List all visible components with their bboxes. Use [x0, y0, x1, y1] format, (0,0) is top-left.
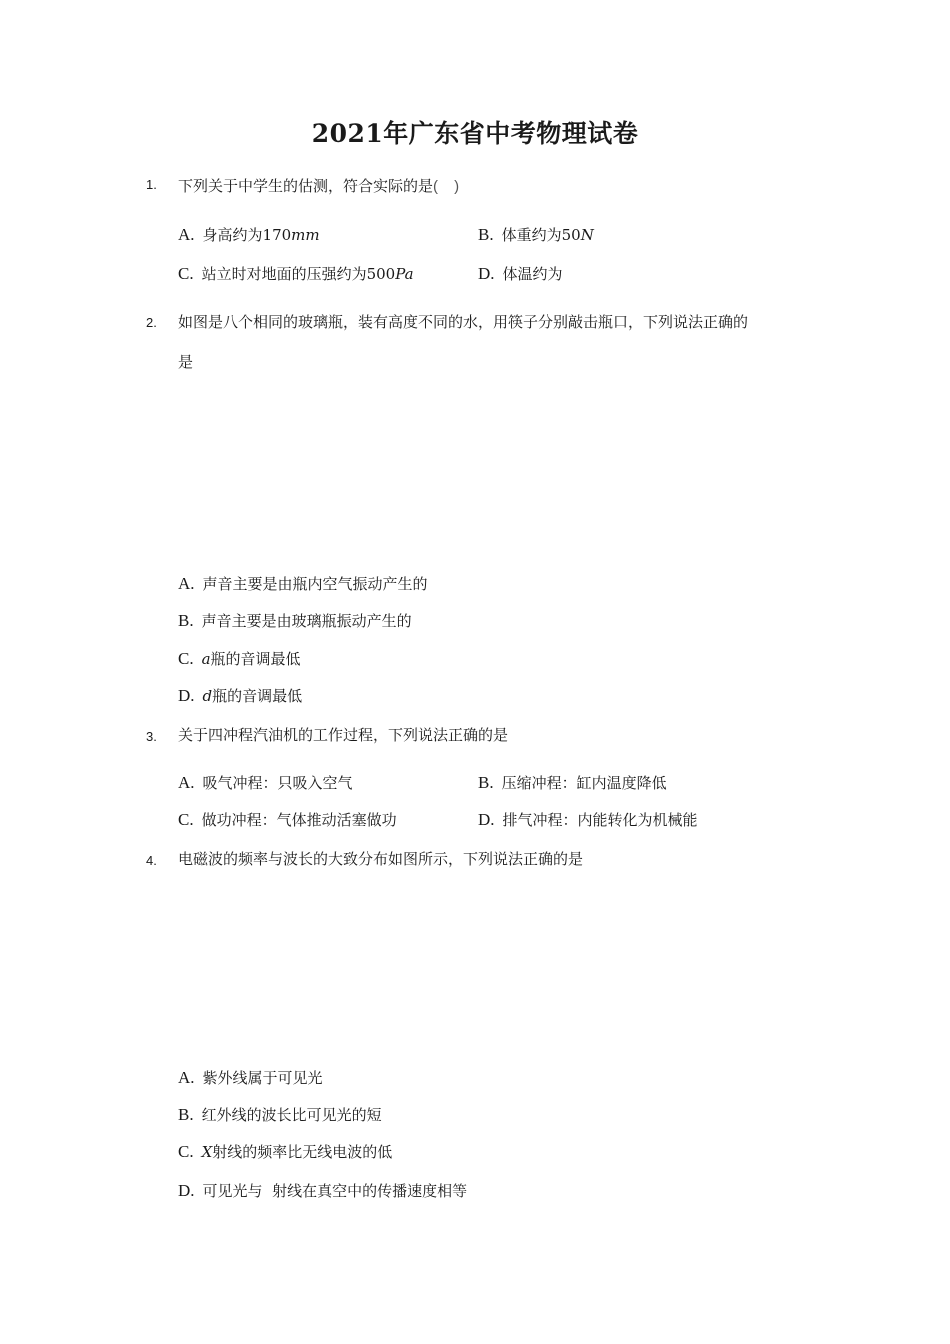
question-2-option-c: C. a瓶的音调最低: [178, 649, 301, 668]
question-2-number: 2.: [146, 315, 157, 330]
page-title: 2021年广东省中考物理试卷: [311, 119, 639, 148]
question-2-option-d: D. d瓶的音调最低: [178, 686, 303, 705]
question-4-option-d: D. 可见光与 射线在真空中的传播速度相等: [178, 1181, 468, 1200]
question-1-option-c: C. 站立时对地面的压强约为500Pa: [178, 264, 414, 283]
question-4-text: 电磁波的频率与波长的大致分布如图所示，下列说法正确的是: [178, 850, 584, 868]
question-2-text: 如图是八个相同的玻璃瓶，装有高度不同的水，用筷子分别敲击瓶口，下列说法正确的 是: [178, 313, 749, 371]
question-3-option-a: A. 吸气冲程：只吸入空气: [178, 773, 353, 792]
question-1-text: [178, 166, 465, 207]
question-3-text: 关于四冲程汽油机的工作过程，下列说法正确的是: [178, 726, 509, 744]
question-2-option-b: B. 声音主要是由玻璃瓶振动产生的: [178, 611, 412, 630]
question-3-option-c: C. 做功冲程：气体推动活塞做功: [178, 810, 397, 829]
question-1-option-b: B. 体重约为50N: [478, 225, 594, 244]
question-4-number: 4.: [146, 853, 157, 868]
question-1-stem: 下列关于中学生的估测，符合实际的是: [178, 177, 434, 195]
question-2-option-a: A. 声音主要是由瓶内空气振动产生的: [178, 574, 428, 593]
question-1-number: 1.: [146, 177, 157, 192]
question-1-option-a: A. 身高约为170mm: [178, 225, 320, 244]
question-3-option-d: D. 排气冲程：内能转化为机械能: [478, 810, 698, 829]
question-4-option-b: B. 红外线的波长比可见光的短: [178, 1105, 382, 1124]
question-4-option-a: A. 紫外线属于可见光: [178, 1068, 323, 1087]
question-4-option-c: C. X射线的频率比无线电波的低: [178, 1142, 393, 1161]
question-3-option-b: B. 压缩冲程：缸内温度降低: [478, 773, 667, 792]
question-1-option-d: D. 体温约为: [478, 264, 563, 283]
question-3-number: 3.: [146, 729, 157, 744]
answer-parentheses: ( ): [433, 178, 466, 195]
